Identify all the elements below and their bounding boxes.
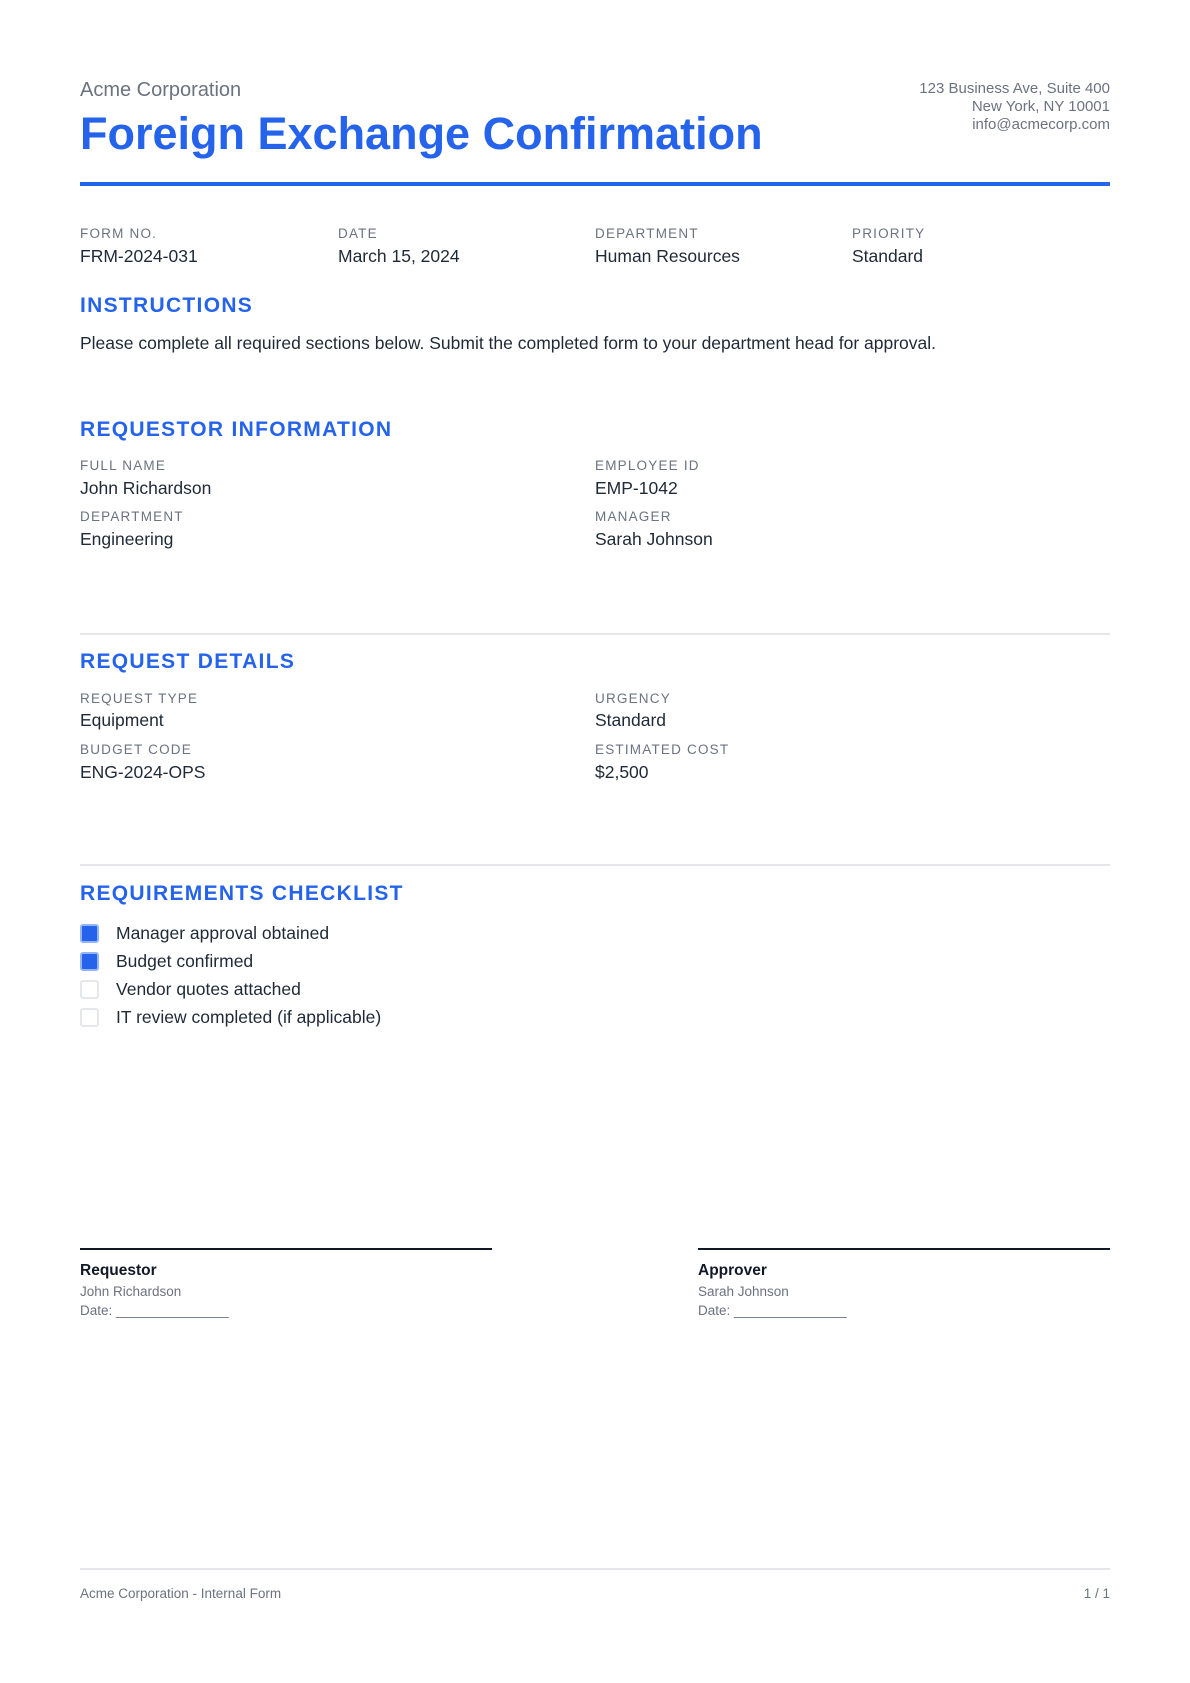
field-label: FULL NAME xyxy=(80,458,167,473)
field-value: EMP-1042 xyxy=(595,478,678,498)
company-address xyxy=(919,80,1110,134)
field-value: Engineering xyxy=(80,529,174,549)
field-label: ESTIMATED COST xyxy=(595,742,730,757)
meta-value: March 15, 2024 xyxy=(338,246,460,266)
meta-label: DATE xyxy=(338,226,378,241)
field-value: $2,500 xyxy=(595,762,649,782)
page-number: 1 / 1 xyxy=(1083,1586,1110,1601)
checkbox-checked[interactable] xyxy=(80,952,99,971)
section-divider xyxy=(80,864,1110,866)
signature-role: Approver xyxy=(698,1262,767,1279)
checkbox-checked[interactable] xyxy=(80,924,99,943)
meta-value: Standard xyxy=(852,246,924,266)
address-line: 123 Business Ave, Suite 400 xyxy=(919,80,1110,97)
section-divider xyxy=(80,633,1110,635)
meta-value: FRM-2024-031 xyxy=(80,246,198,266)
field-value: Sarah Johnson xyxy=(595,529,713,549)
company-name: Acme Corporation xyxy=(80,79,242,101)
signature-line xyxy=(698,1248,1110,1250)
field-label: DEPARTMENT xyxy=(80,509,184,524)
field-label: MANAGER xyxy=(595,509,672,524)
checkbox-unchecked[interactable] xyxy=(80,980,99,999)
meta-label: FORM NO. xyxy=(80,226,158,241)
checklist-item: Budget confirmed xyxy=(116,951,254,971)
footer-divider xyxy=(80,1568,1110,1570)
instructions-heading: INSTRUCTIONS xyxy=(80,294,254,317)
address-line: New York, NY 10001 xyxy=(971,98,1110,115)
form-title: Foreign Exchange Confirmation xyxy=(80,108,763,159)
checklist-item: IT review completed (if applicable) xyxy=(116,1007,382,1027)
checklist-item: Vendor quotes attached xyxy=(116,979,301,999)
signature-date: Date: _______________ xyxy=(80,1303,229,1318)
signature-role: Requestor xyxy=(80,1262,157,1279)
signature-date: Date: _______________ xyxy=(698,1303,847,1318)
field-value: ENG-2024-OPS xyxy=(80,762,206,782)
checklist-heading: REQUIREMENTS CHECKLIST xyxy=(80,882,404,905)
field-value: John Richardson xyxy=(80,478,212,498)
meta-label: DEPARTMENT xyxy=(595,226,699,241)
signature-name: Sarah Johnson xyxy=(698,1284,789,1299)
meta-label: PRIORITY xyxy=(852,226,926,241)
company-email: info@acmecorp.com xyxy=(972,116,1110,133)
signature-name: John Richardson xyxy=(80,1284,182,1299)
field-label: EMPLOYEE ID xyxy=(595,458,700,473)
checklist-item: Manager approval obtained xyxy=(116,923,330,943)
field-label: URGENCY xyxy=(595,691,671,706)
field-value: Equipment xyxy=(80,710,164,730)
instructions-text: Please complete all required sections below. Submit the completed form to your department head for approval. xyxy=(80,333,937,353)
field-label: BUDGET CODE xyxy=(80,742,192,757)
signature-line xyxy=(80,1248,492,1250)
details-heading: REQUEST DETAILS xyxy=(80,650,296,673)
requestor-heading: REQUESTOR INFORMATION xyxy=(80,418,393,441)
checkbox-unchecked[interactable] xyxy=(80,1008,99,1027)
meta-value: Human Resources xyxy=(595,246,740,266)
field-label: REQUEST TYPE xyxy=(80,691,199,706)
footer-text: Acme Corporation - Internal Form xyxy=(80,1586,282,1601)
header-rule xyxy=(80,182,1110,186)
field-value: Standard xyxy=(595,710,667,730)
